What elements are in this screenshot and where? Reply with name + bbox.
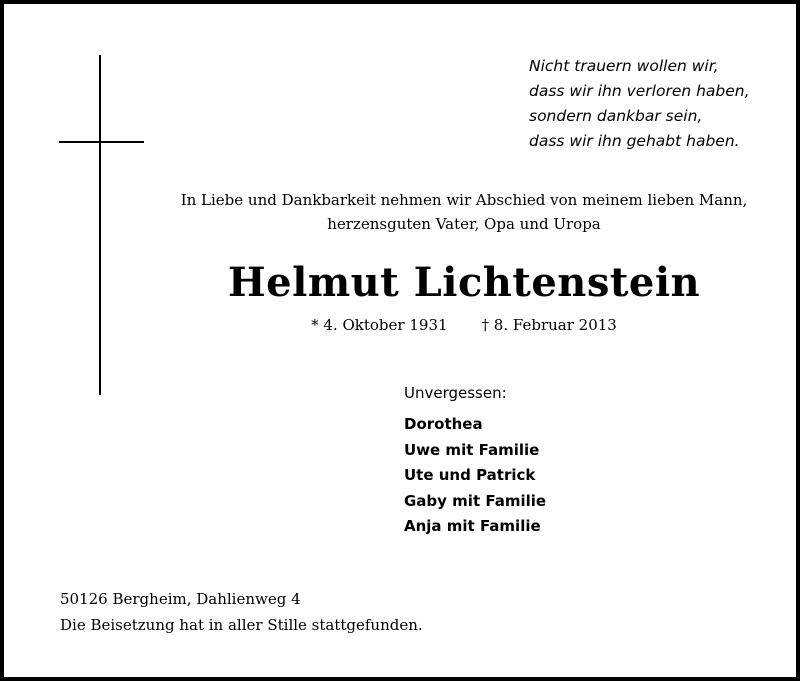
mourner-name: Uwe mit Familie	[404, 440, 540, 459]
mourner-name: Gaby mit Familie	[404, 491, 547, 510]
burial-note: Die Beisetzung hat in aller Stille stattgefunden.	[60, 616, 423, 634]
poem-line: dass wir ihn gehabt haben.	[529, 132, 740, 150]
intro-line-1: In Liebe und Dankbarkeit nehmen wir Abschied von meinem lieben Mann,	[180, 191, 748, 209]
family-address: 50126 Bergheim, Dahlienweg 4	[60, 590, 301, 608]
cross-vertical-bar	[99, 55, 101, 395]
birth-date: * 4. Oktober 1931	[311, 316, 448, 334]
mourner-name: Dorothea	[404, 415, 483, 433]
mourner-name: Ute und Patrick	[404, 466, 536, 484]
mourners-section	[404, 382, 546, 540]
deceased-name: Helmut Lichtenstein	[227, 259, 701, 306]
mourner-name: Anja mit Familie	[404, 517, 541, 535]
notice-footer	[60, 586, 423, 638]
mourners-list	[404, 412, 546, 540]
intro-line-2: herzensguten Vater, Opa und Uropa	[327, 215, 601, 233]
life-dates	[164, 313, 764, 337]
poem-line: sondern dankbar sein,	[529, 107, 703, 125]
cross-horizontal-bar	[59, 141, 144, 143]
poem-line: dass wir ihn verloren haben,	[529, 82, 750, 100]
death-date: † 8. Februar 2013	[481, 316, 617, 334]
memorial-poem	[529, 54, 750, 154]
poem-line: Nicht trauern wollen wir,	[529, 57, 719, 75]
mourners-heading: Unvergessen:	[404, 384, 507, 402]
farewell-intro	[164, 188, 764, 236]
